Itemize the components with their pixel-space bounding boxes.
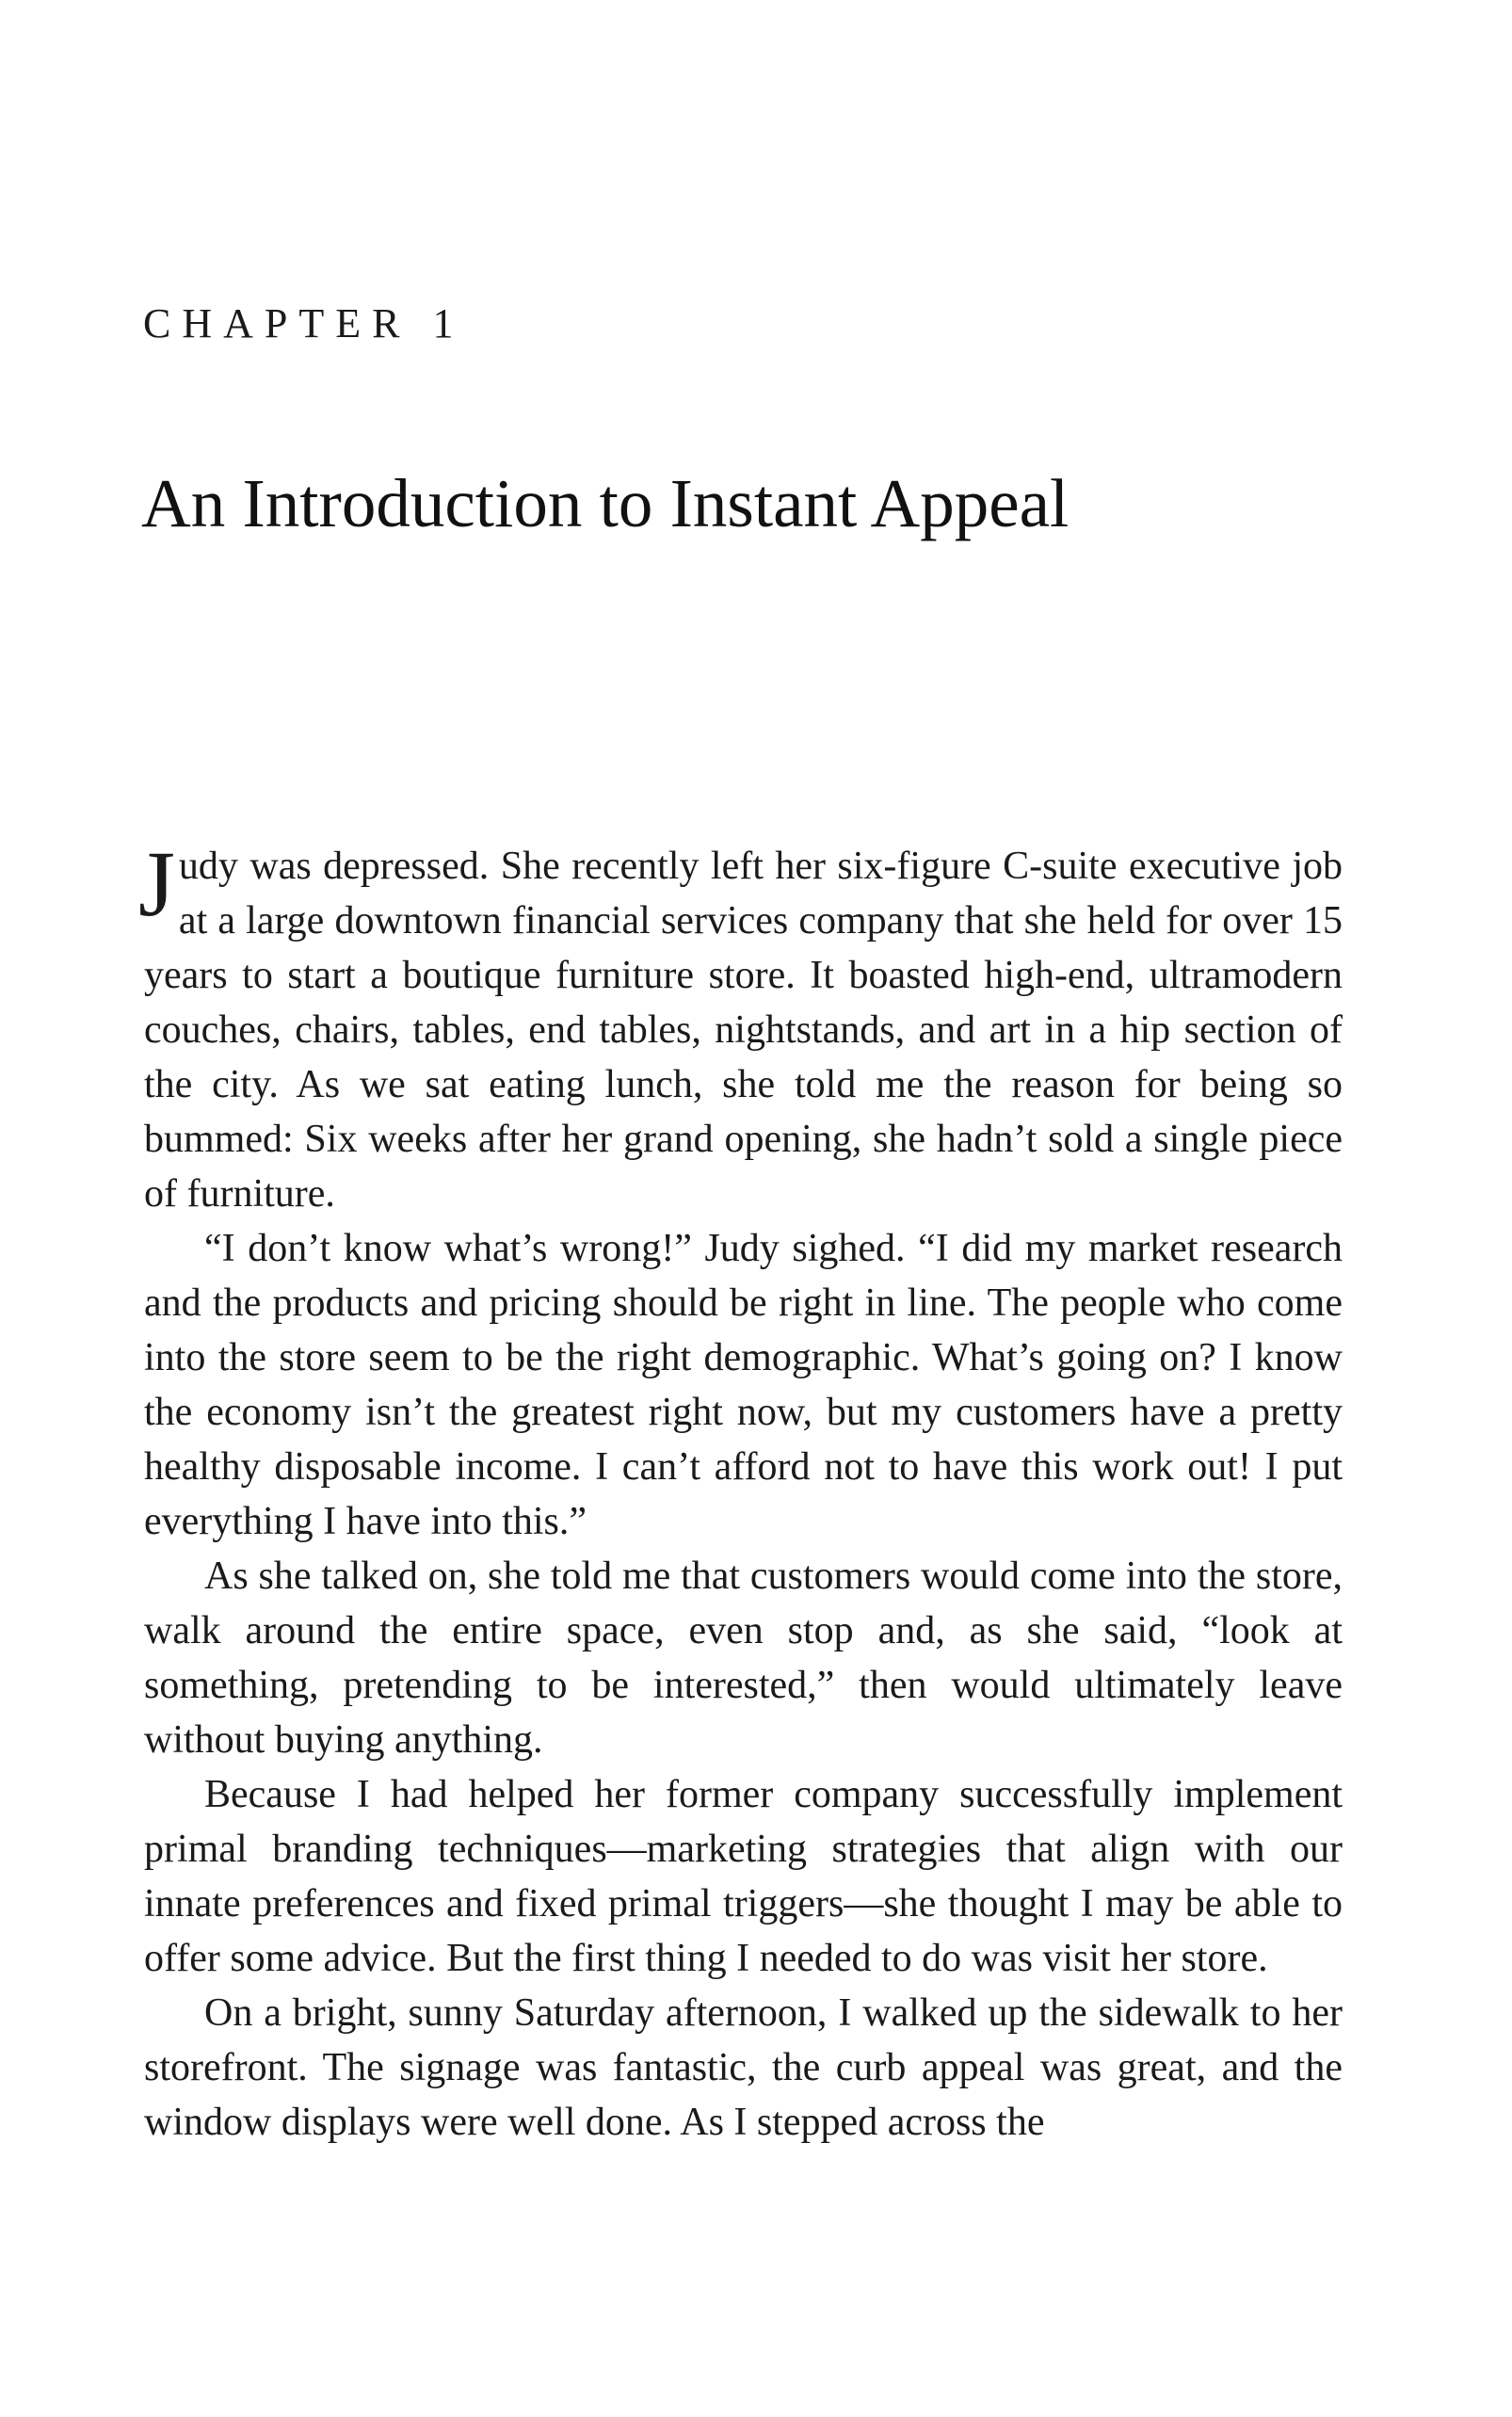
body-text [138,831,1343,2150]
paragraph-5: On a bright, sunny Saturday afternoon, I walked up the sidewalk to her storefront. The signage was fantastic, the curb appeal was great, and the window displays were well done. As I stepped across the [144,1991,1343,2144]
paragraph-1 [138,831,1343,1221]
paragraph-3: As she talked on, she told me that customers would come into the store, walk around the entire space, even stop and, as she said, “look at something, pretending to be interested,” then would ultimately leave without buying anything. [144,1555,1343,1762]
chapter-title: An Introduction to Instant Appeal [141,465,1070,541]
chapter-label: CHAPTER 1 [143,300,465,346]
paragraph-2: “I don’t know what’s wrong!” Judy sighed. “I did my market research and the products and pricing should be right in line. The people who come into the store seem to be the right demographic. What’s going on? I know the economy isn’t the greatest right now, but my customers have a pretty healthy disposable income. I can’t afford not to have this work out! I put everything I have into this.” [144,1227,1343,1543]
paragraph-4: Because I had helped her former company successfully implement primal branding techniques—marketing strategies that align with our innate preferences and fixed primal triggers—she thought I may be able to offer some advice. But the first thing I needed to do was visit her store. [144,1773,1343,1980]
paragraph-1-text: udy was depressed. She recently left her six-figure C-suite executive job at a large downtown financial services company that she held for over 15 years to start a boutique furniture store. It boasted high-end, ultramodern couches, chairs, tables, end tables, nightstands, and art in a hip section of the city. As we sat eating lunch, she told me the reason for being so bummed: Six weeks after her grand opening, she hadn’t sold a single piece of furniture. [144,845,1343,1216]
drop-cap: J [138,831,175,936]
